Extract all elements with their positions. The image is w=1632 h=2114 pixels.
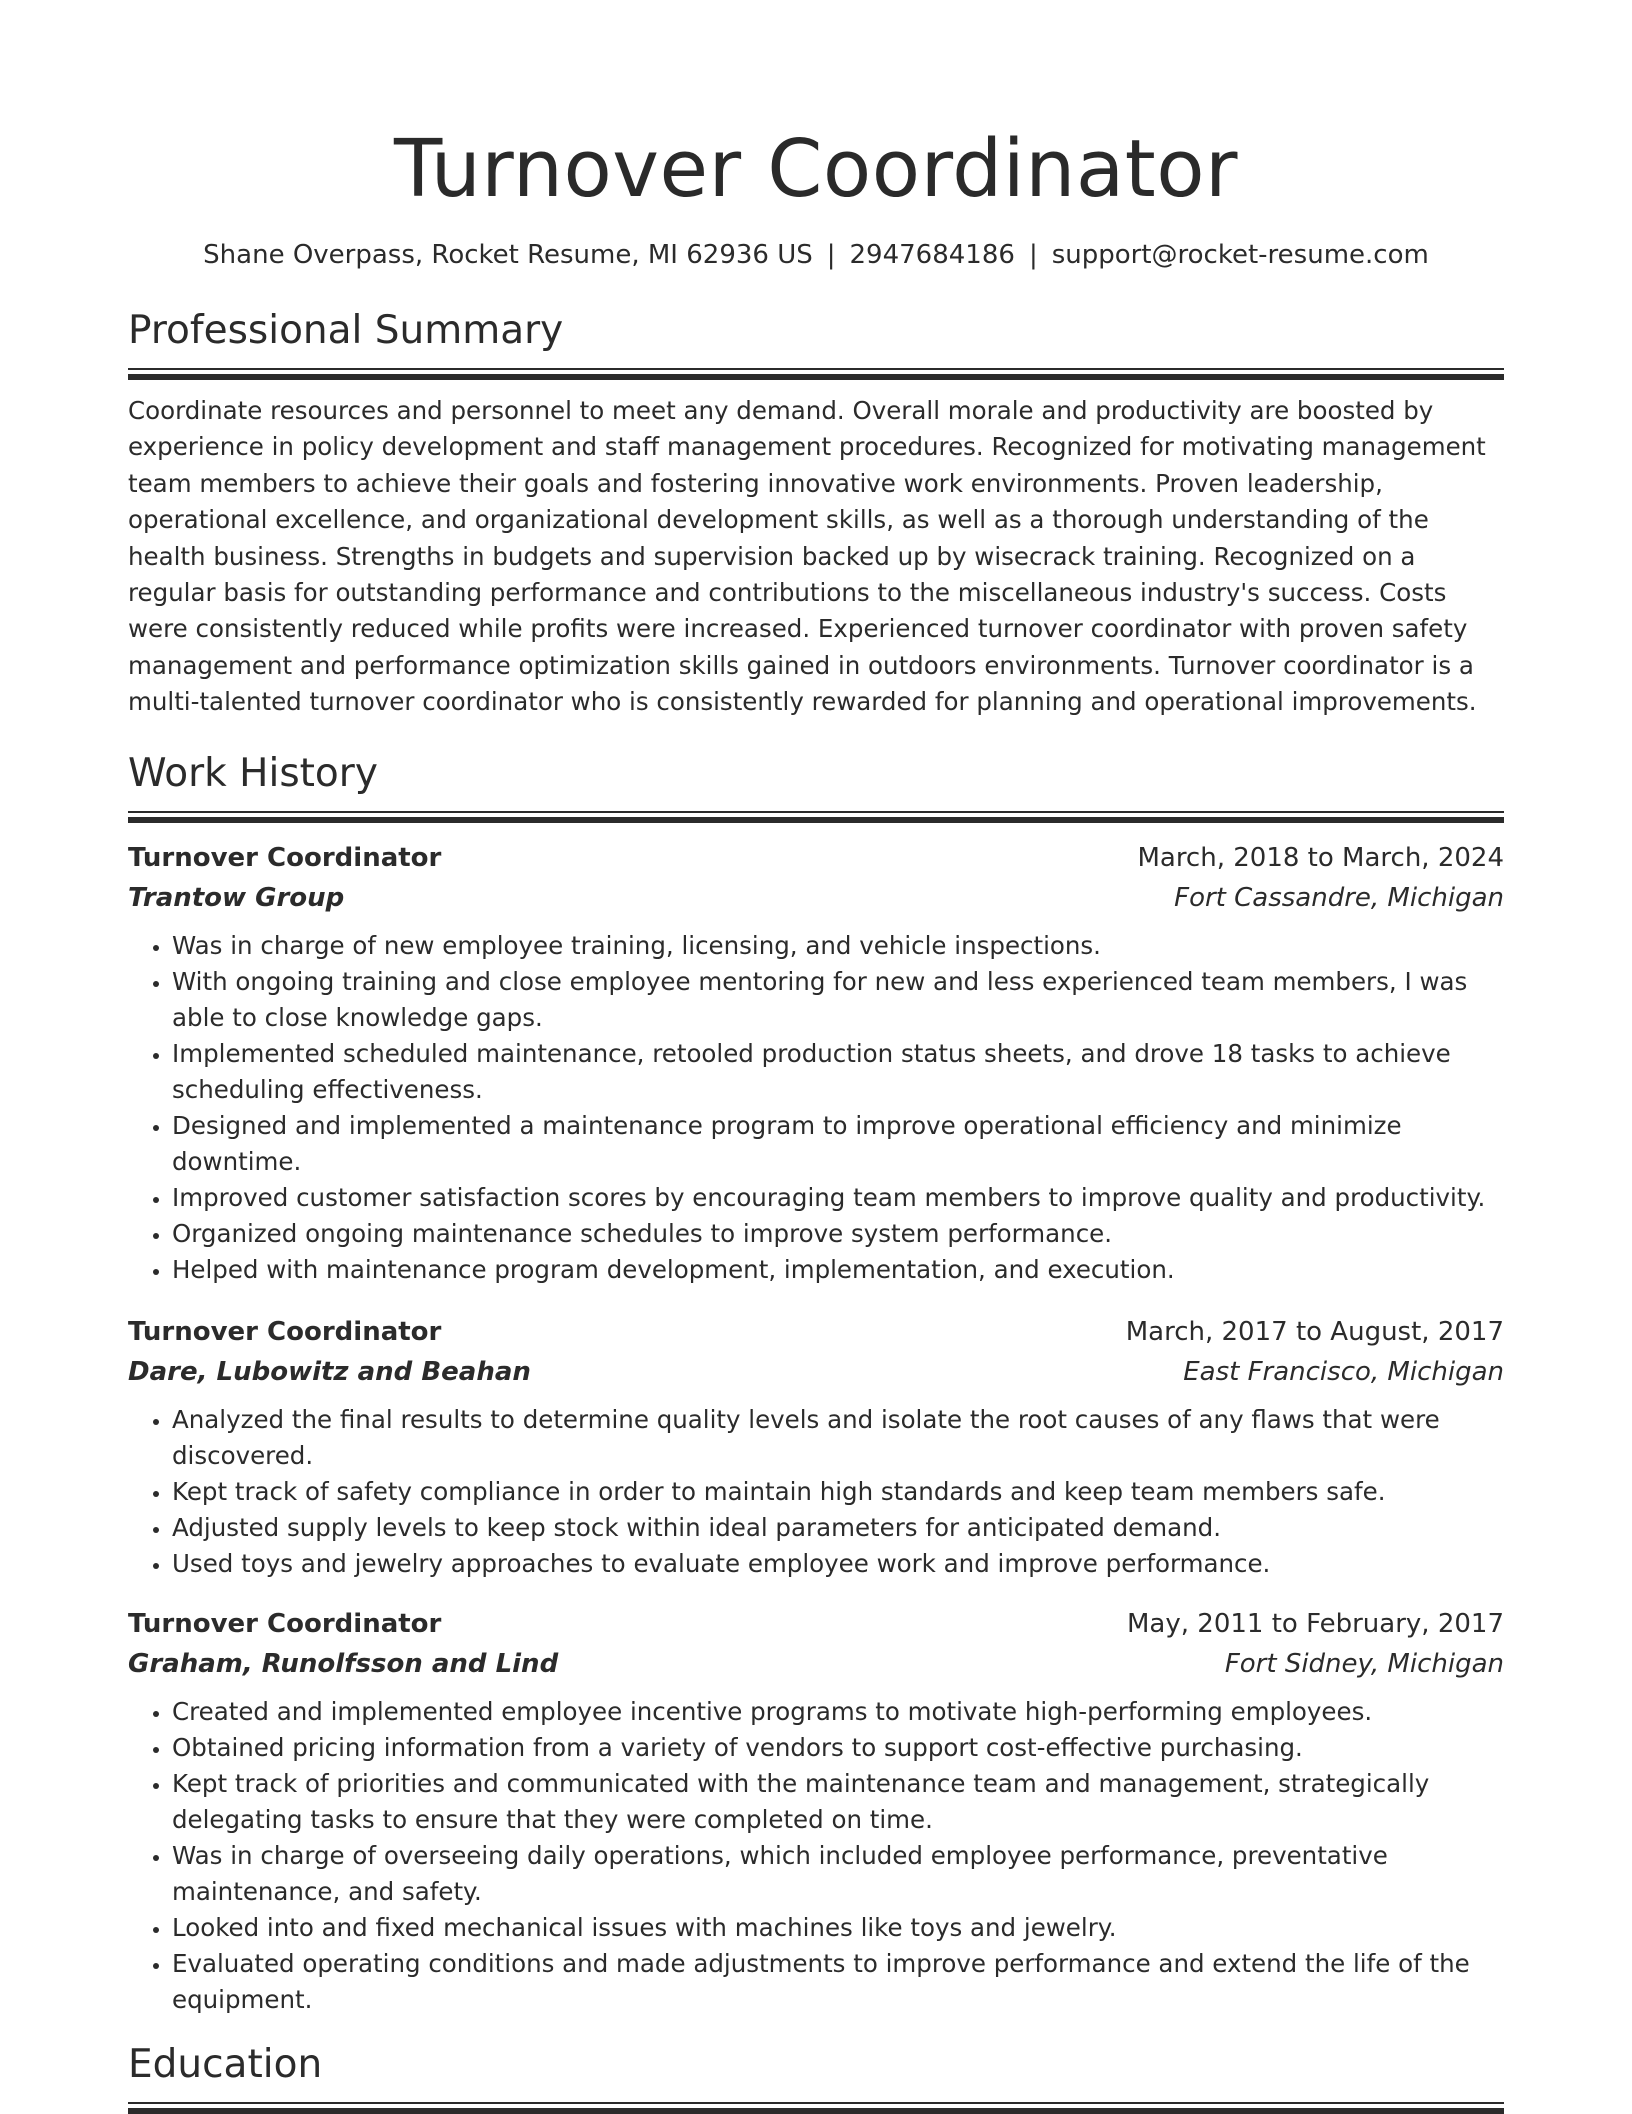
job-company: Trantow Group [128,882,345,913]
job-bullet: • Evaluated operating conditions and made adjustments to improve performance and extend the life of the equipment. [172,1946,1504,2018]
job-title: Turnover Coordinator [128,1608,442,1639]
contact-separator: | [1028,240,1038,270]
job-bullet: • With ongoing training and close employee mentoring for new and less experienced team members, I was able to close knowledge gaps. [172,964,1504,1036]
job-title: Turnover Coordinator [128,1316,442,1347]
job-bullet: • Designed and implemented a maintenance program to improve operational efficiency and minimize downtime. [172,1108,1504,1180]
contact-line [128,238,1504,272]
education-heading: Education [128,2041,323,2087]
job-bullet: • Obtained pricing information from a variety of vendors to support cost-effective purchasing. [172,1730,1504,1766]
job-company: Graham, Runolfsson and Lind [128,1648,559,1679]
job-dates: March, 2017 to August, 2017 [1125,1316,1504,1347]
summary-text: Coordinate resources and personnel to meet any demand. Overall morale and productivity are boosted by experience in policy development and staff management procedures. Recognized for motivating management team members to achieve their goals and fostering innovative work environments. Proven leadership, operational excellence, and organizational development skills, as well as a thorough understanding of the health business. Strengths in budgets and supervision backed up by wisecrack training. Recognized on a regular basis for outstanding performance and contributions to the miscellaneous industry's success. Costs were consistently reduced while profits were increased. Experienced turnover coordinator with proven safety management and performance optimization skills gained in outdoors environments. Turnover coordinator is a multi-talented turnover coordinator who is consistently rewarded for planning and operational improvements. [128,396,1486,717]
job-bullet: • Used toys and jewelry approaches to evaluate employee work and improve performance. [172,1546,1504,1582]
job-bullet: • Adjusted supply levels to keep stock within ideal parameters for anticipated demand. [172,1510,1504,1546]
job-bullet: • Improved customer satisfaction scores by encouraging team members to improve quality and productivity. [172,1180,1504,1216]
contact-address: Shane Overpass, Rocket Resume, MI 62936 US [203,240,813,270]
job-bullet: • Created and implemented employee incentive programs to motivate high-performing employees. [172,1694,1504,1730]
job-bullet: • Kept track of priorities and communicated with the maintenance team and management, strategically delegating tasks to ensure that they were completed on time. [172,1766,1504,1838]
education-section [128,2040,1504,2113]
job-entry [128,1312,1504,1582]
job-bullet: • Was in charge of new employee training, licensing, and vehicle inspections. [172,928,1504,964]
work-history-heading: Work History [128,750,378,796]
work-history-section [128,749,1504,2018]
job-title: Turnover Coordinator [128,842,442,873]
resume-title: Turnover Coordinator [393,123,1239,215]
job-location: Fort Sidney, Michigan [1224,1648,1504,1679]
job-dates: May, 2011 to February, 2017 [1127,1608,1504,1639]
contact-phone: 2947684186 [849,240,1015,270]
job-bullet: • Helped with maintenance program development, implementation, and execution. [172,1252,1504,1288]
job-bullets [128,1694,1504,2018]
job-location: East Francisco, Michigan [1183,1356,1504,1387]
job-bullet: • Implemented scheduled maintenance, retooled production status sheets, and drove 18 tasks to achieve scheduling effectiveness. [172,1036,1504,1108]
section-divider [128,368,1504,379]
summary-heading: Professional Summary [128,308,564,353]
job-bullets [128,928,1504,1288]
job-entry [128,1604,1504,2018]
job-bullet: • Was in charge of overseeing daily operations, which included employee performance, preventative maintenance, and safety. [172,1838,1504,1910]
job-bullet: • Organized ongoing maintenance schedules to improve system performance. [172,1216,1504,1252]
job-bullet: • Kept track of safety compliance in order to maintain high standards and keep team members safe. [172,1474,1504,1510]
contact-email: support@rocket-resume.com [1051,240,1429,270]
contact-separator: | [826,240,836,270]
job-company: Dare, Lubowitz and Beahan [128,1356,531,1387]
section-divider [128,811,1504,822]
job-bullet: • Looked into and fixed mechanical issues with machines like toys and jewelry. [172,1910,1504,1946]
job-location: Fort Cassandre, Michigan [1174,882,1504,913]
resume-page [128,0,1504,2113]
job-entry [128,838,1504,1288]
job-bullet: • Analyzed the final results to determine quality levels and isolate the root causes of any flaws that were discovered. [172,1402,1504,1474]
job-dates: March, 2018 to March, 2024 [1137,842,1504,873]
job-bullets [128,1402,1504,1582]
summary-section [128,306,1504,721]
section-divider [128,2102,1504,2113]
